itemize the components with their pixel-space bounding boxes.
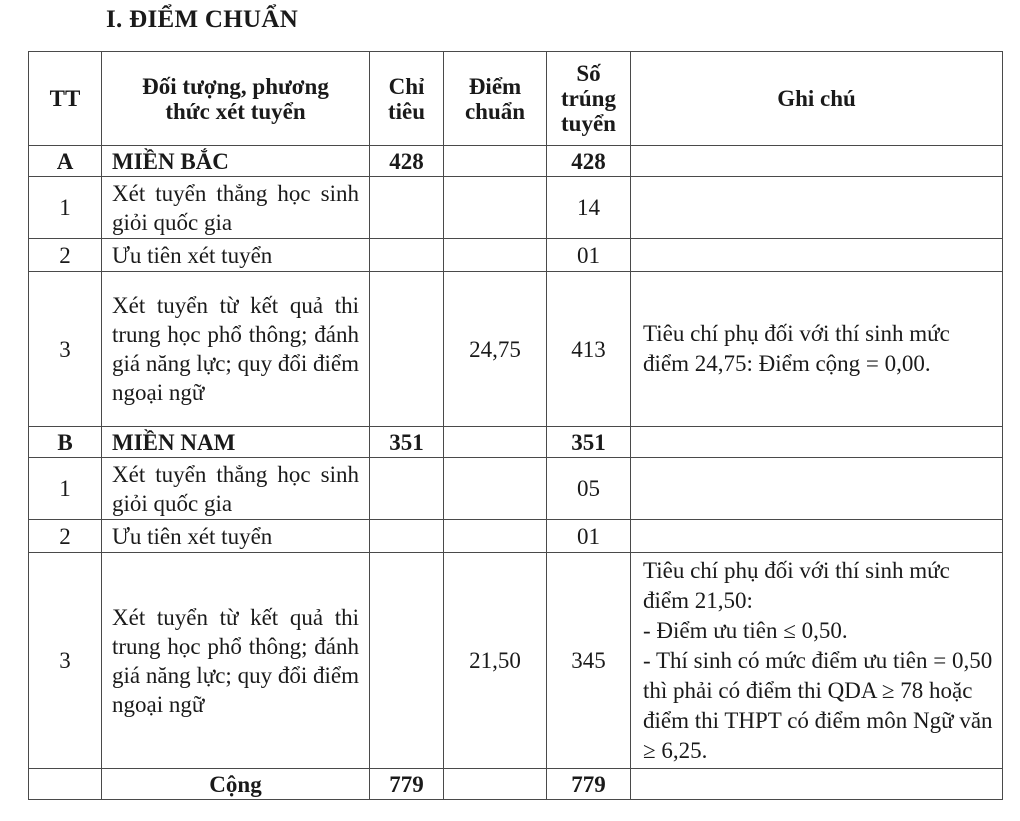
row-chi-tieu [370,458,444,520]
table-row [29,458,1003,520]
row-diem-chuan: 24,75 [444,272,547,427]
note-line: - Thí sinh có mức điểm ưu tiên = 0,50 thì phải có điểm thi QDA ≥ 78 hoặc điểm thi THPT có điểm môn Ngữ văn ≥ 6,25. [643,647,993,763]
header-doi-tuong: Đối tượng, phương thức xét tuyển [102,52,370,146]
header-chi-tieu: Chỉ tiêu [370,52,444,146]
row-chi-tieu [370,553,444,769]
row-so-trung-tuyen: 413 [547,272,631,427]
note-line: Tiêu chí phụ đối với thí sinh mức điểm 21,50: [643,557,950,613]
row-ghi-chu: Tiêu chí phụ đối với thí sinh mức điểm 24,75: Điểm cộng = 0,00. [631,272,1003,427]
table-row [29,520,1003,553]
row-name: Xét tuyển thẳng học sinh giỏi quốc gia [102,458,370,520]
row-diem-chuan [444,458,547,520]
table-row [29,177,1003,239]
row-diem-chuan [444,177,547,239]
row-so-trung-tuyen: 05 [547,458,631,520]
row-name: Xét tuyển từ kết quả thi trung học phổ thông; đánh giá năng lực; quy đổi điểm ngoại ngữ [102,553,370,769]
row-ghi-chu [631,520,1003,553]
row-ghi-chu [631,458,1003,520]
row-name: Ưu tiên xét tuyển [102,239,370,272]
row-tt: 1 [29,177,102,239]
row-diem-chuan [444,239,547,272]
row-chi-tieu [370,520,444,553]
section-so-trung-tuyen: 428 [547,146,631,177]
row-diem-chuan: 21,50 [444,553,547,769]
row-name: Xét tuyển từ kết quả thi trung học phổ thông; đánh giá năng lực; quy đổi điểm ngoại ngữ [102,272,370,427]
total-label: Cộng [102,769,370,800]
section-ghi-chu [631,427,1003,458]
row-so-trung-tuyen: 01 [547,520,631,553]
section-chi-tieu: 428 [370,146,444,177]
row-chi-tieu [370,177,444,239]
header-ghi-chu: Ghi chú [631,52,1003,146]
table-row [29,272,1003,427]
row-so-trung-tuyen: 14 [547,177,631,239]
row-tt: 3 [29,553,102,769]
section-name: MIỀN BẮC [102,146,370,177]
section-tt: A [29,146,102,177]
row-so-trung-tuyen: 01 [547,239,631,272]
row-tt: 2 [29,520,102,553]
row-name: Ưu tiên xét tuyển [102,520,370,553]
page-title: I. ĐIỂM CHUẨN [106,6,299,33]
header-tt: TT [29,52,102,146]
row-chi-tieu [370,272,444,427]
section-row-mien-bac [29,146,1003,177]
section-tt: B [29,427,102,458]
table-row [29,239,1003,272]
section-chi-tieu: 351 [370,427,444,458]
header-so-trung-tuyen: Số trúng tuyển [547,52,631,146]
table-header-row [29,52,1003,146]
admission-score-table [28,51,1003,800]
section-row-mien-nam [29,427,1003,458]
header-diem-chuan: Điểm chuẩn [444,52,547,146]
section-ghi-chu [631,146,1003,177]
table-row [29,553,1003,769]
total-tt [29,769,102,800]
row-tt: 2 [29,239,102,272]
row-diem-chuan [444,520,547,553]
row-ghi-chu [631,177,1003,239]
row-so-trung-tuyen: 345 [547,553,631,769]
section-name: MIỀN NAM [102,427,370,458]
row-tt: 1 [29,458,102,520]
section-so-trung-tuyen: 351 [547,427,631,458]
total-row [29,769,1003,800]
row-tt: 3 [29,272,102,427]
row-chi-tieu [370,239,444,272]
row-ghi-chu [631,553,1003,769]
section-diem-chuan [444,427,547,458]
total-diem-chuan [444,769,547,800]
row-ghi-chu [631,239,1003,272]
note-line: - Điểm ưu tiên ≤ 0,50. [643,617,848,643]
row-name: Xét tuyển thẳng học sinh giỏi quốc gia [102,177,370,239]
total-ghi-chu [631,769,1003,800]
section-diem-chuan [444,146,547,177]
total-so-trung-tuyen: 779 [547,769,631,800]
total-chi-tieu: 779 [370,769,444,800]
